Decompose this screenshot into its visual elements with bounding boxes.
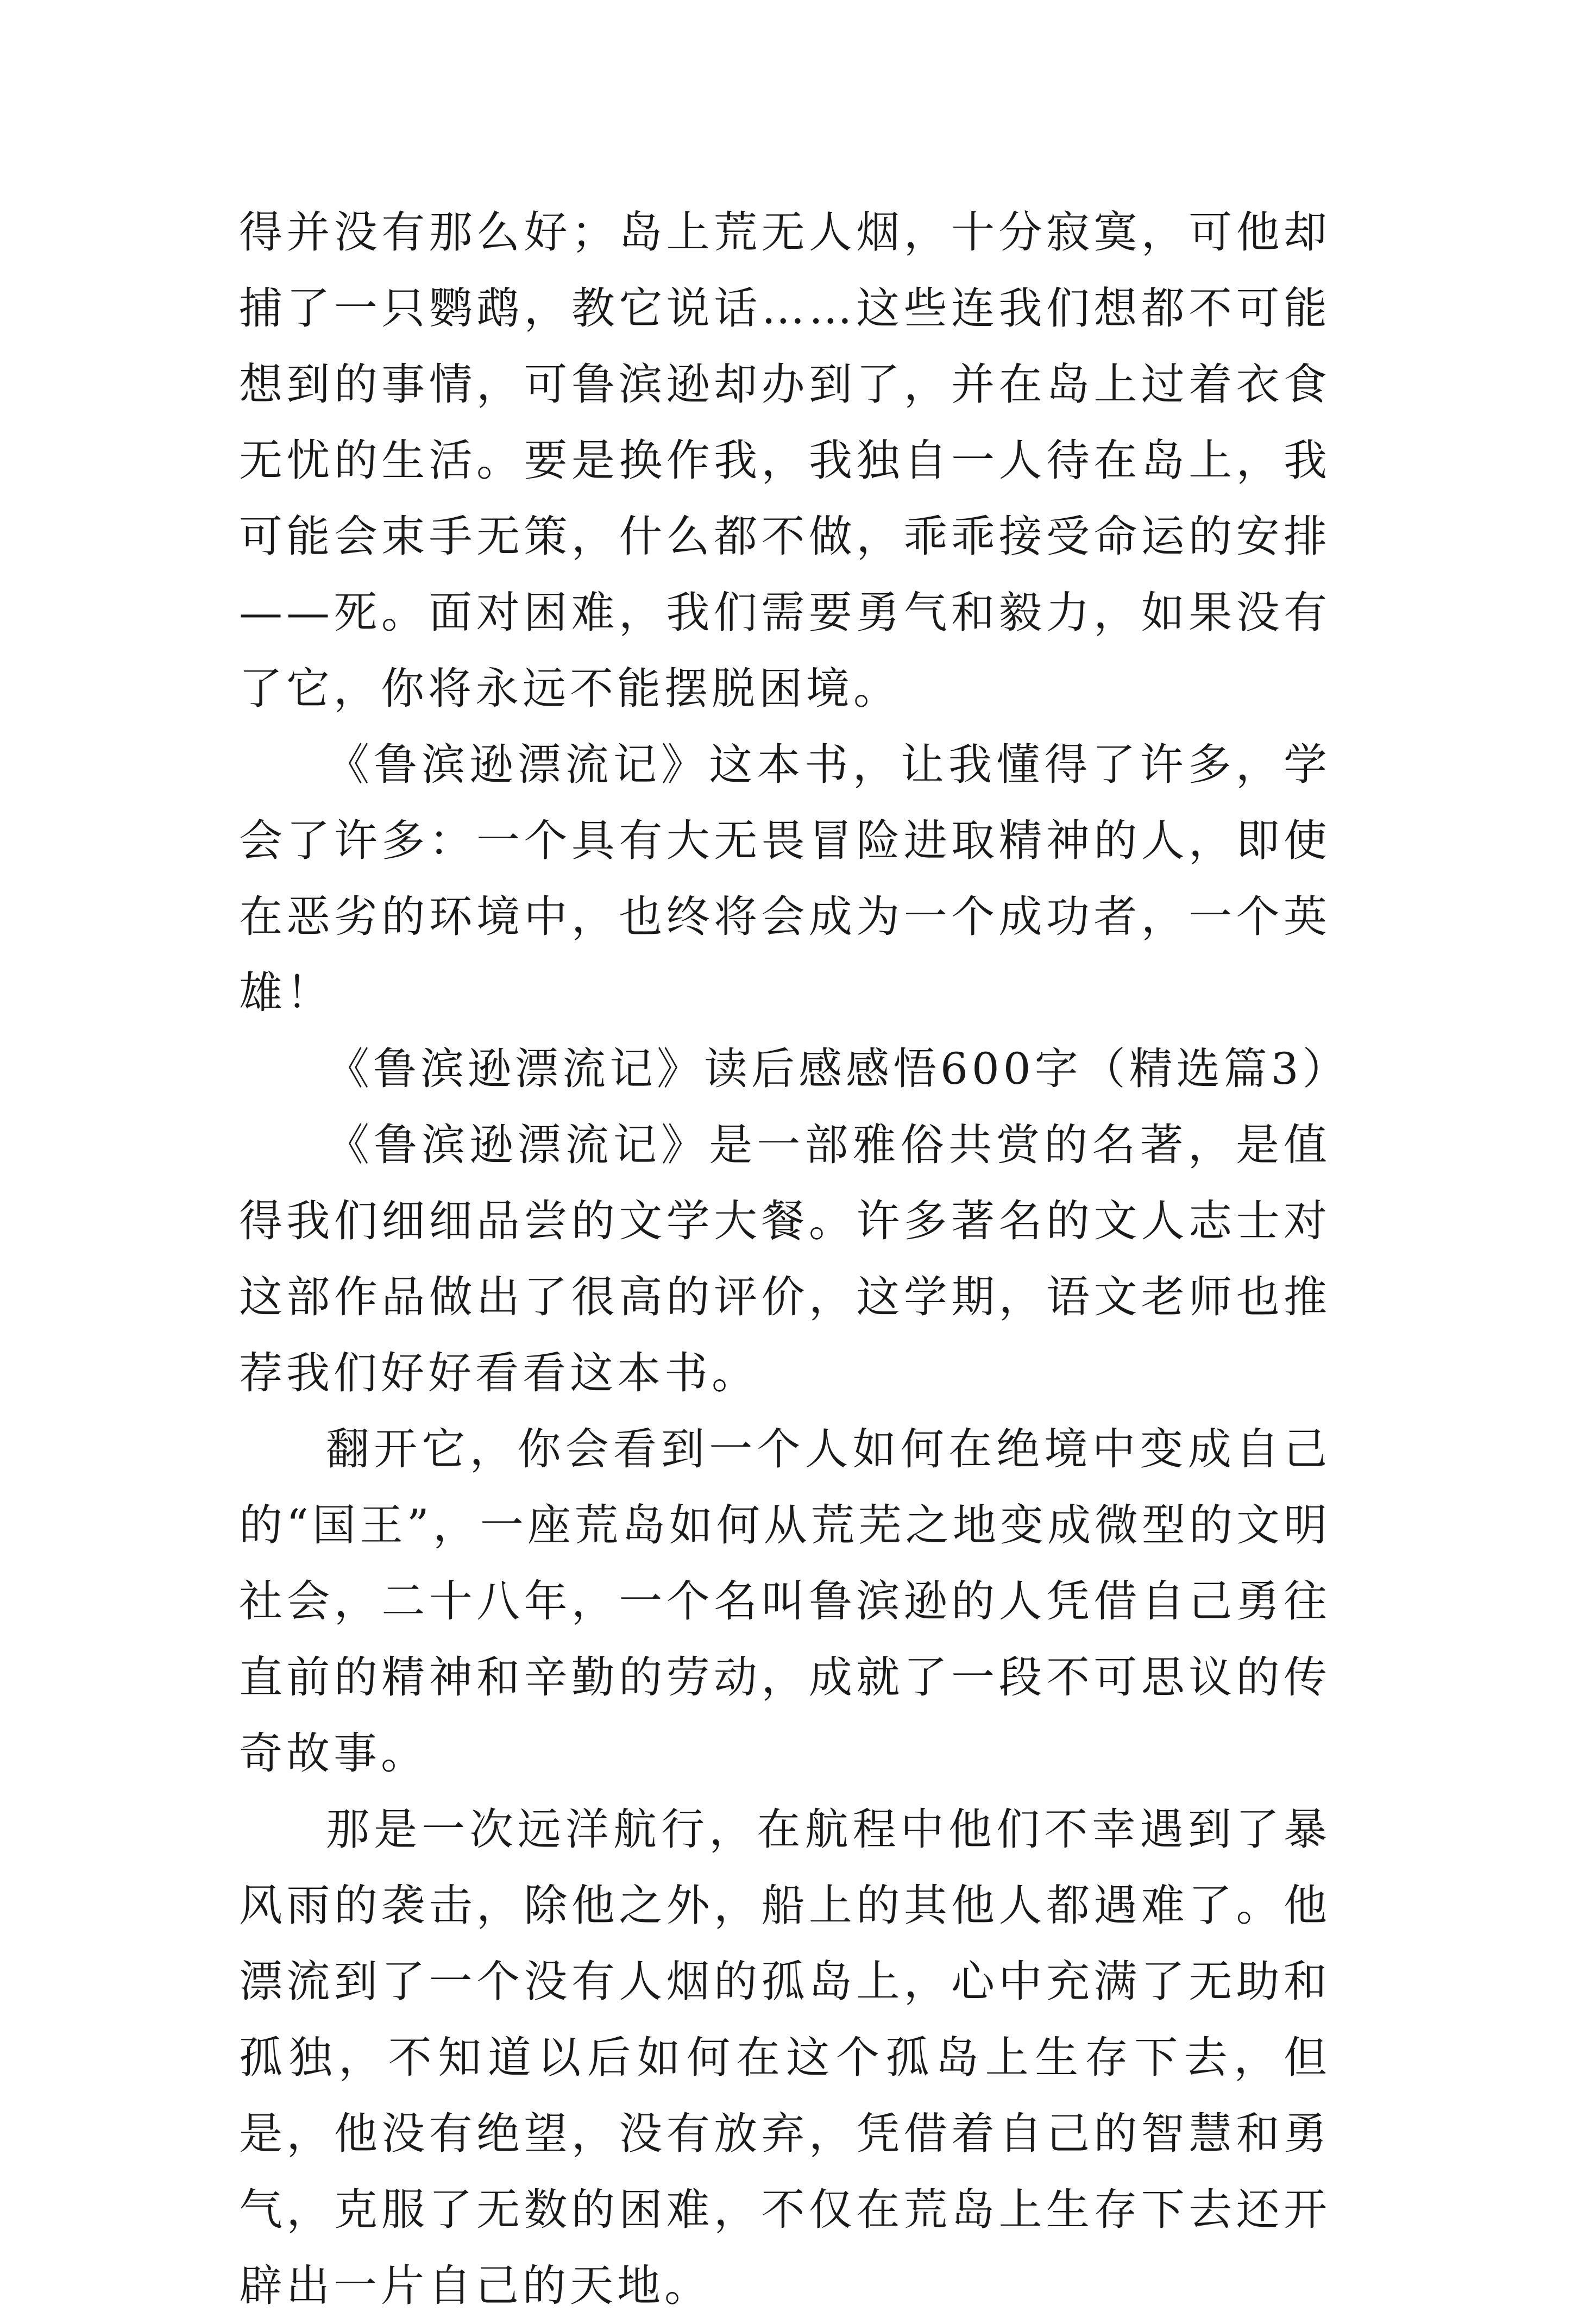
paragraph-continuation: 得并没有那么好；岛上荒无人烟，十分寂寞，可他却捕了一只鹦鹉，教它说话……这些连我们想都不可能想到的事情，可鲁滨逊却办到了，并在岛上过着衣食无忧的生活。要是换作我，我独自一人待在岛上，我可能会束手无策，什么都不做，乖乖接受命运的安排——死。面对困难，我们需要勇气和毅力，如果没有了它，你将永远不能摆脱困境。 [239, 207, 1331, 714]
document-body [239, 194, 1350, 2324]
section-heading: 《鲁滨逊漂流记》读后感感悟600字（精选篇3） [326, 1044, 1350, 1094]
paragraph-voyage: 那是一次远洋航行，在航程中他们不幸遇到了暴风雨的袭击，除他之外，船上的其他人都遇难了。他漂流到了一个没有人烟的孤岛上，心中充满了无助和孤独，不知道以后如何在这个孤岛上生存下去，但是，他没有绝望，没有放弃，凭借着自己的智慧和勇气，克服了无数的困难，不仅在荒岛上生存下去还开辟出一片自己的天地。 [239, 1804, 1331, 2311]
paragraph-conclusion: 《鲁滨逊漂流记》这本书，让我懂得了许多，学会了许多：一个具有大无畏冒险进取精神的人，即使在恶劣的环境中，也终将会成为一个成功者，一个英雄！ [239, 739, 1331, 1018]
paragraph-story: 翻开它，你会看到一个人如何在绝境中变成自己的“国王”，一座荒岛如何从荒芜之地变成微型的文明社会，二十八年，一个名叫鲁滨逊的人凭借自己勇往直前的精神和辛勤的劳动，成就了一段不可思议的传奇故事。 [239, 1424, 1331, 1779]
paragraph-intro: 《鲁滨逊漂流记》是一部雅俗共赏的名著，是值得我们细细品尝的文学大餐。许多著名的文人志士对这部作品做出了很高的评价，这学期，语文老师也推荐我们好好看看这本书。 [239, 1120, 1331, 1398]
